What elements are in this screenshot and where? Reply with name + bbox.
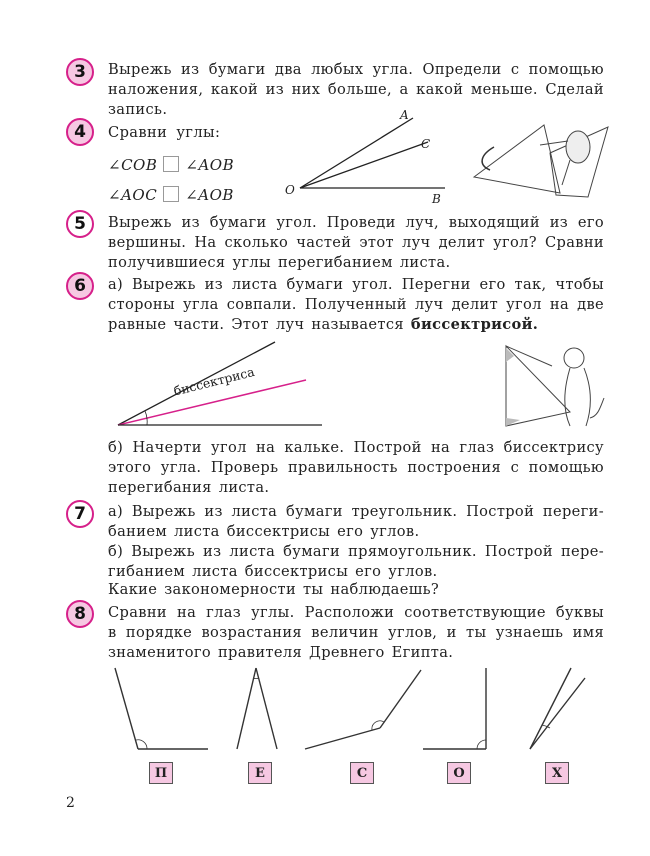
angles-figure xyxy=(100,660,600,760)
task-number-3: 3 xyxy=(66,58,94,86)
task-6b-line-1: б) Начерти угол на кальке. Построй на глаз биссектрису xyxy=(108,439,604,456)
task-3-line-3: запись. xyxy=(108,101,168,118)
task-number-7: 7 xyxy=(66,500,94,528)
task-5-line-1: Вырежь из бумаги угол. Проведи луч, выходящий из его xyxy=(108,214,604,231)
task-number-8: 8 xyxy=(66,600,94,628)
letter-box-e: Е xyxy=(248,762,272,784)
task-5-text xyxy=(108,213,604,273)
dog-illustration xyxy=(500,338,610,433)
task-4-title: Сравни углы: xyxy=(108,124,221,141)
term-bisector: биссектрисой. xyxy=(410,316,539,333)
comparison-2-left: ∠AOC xyxy=(108,186,158,204)
label-b: B xyxy=(432,192,441,206)
page-number: 2 xyxy=(66,795,75,811)
angle-o xyxy=(423,668,486,749)
label-c: C xyxy=(421,137,431,151)
letter-box-p: П xyxy=(149,762,173,784)
task-7a-line-1: а) Вырежь из листа бумаги треугольник. Построй переги- xyxy=(108,503,604,520)
task-6b-text xyxy=(108,438,604,498)
task-7a-text xyxy=(108,502,604,542)
task-number-6: 6 xyxy=(66,272,94,300)
label-o: O xyxy=(285,183,295,197)
task-6b-line-3: перегибания листа. xyxy=(108,479,270,496)
comparison-1-right: ∠AOB xyxy=(185,156,235,174)
task-7b-line-2: гибанием листа биссектрисы его углов. xyxy=(108,563,438,580)
angle-aob-figure xyxy=(280,110,450,210)
task-6a-line-3-prefix: равные части. Этот луч называется xyxy=(108,316,411,333)
task-8-line-3: знаменитого правителя Древнего Египта. xyxy=(108,644,454,661)
angle-h xyxy=(530,668,585,749)
task-6a-line-1: а) Вырежь из листа бумаги угол. Перегни его так, чтобы xyxy=(108,276,604,293)
task-8-line-2: в порядке возрастания величин углов, и ты узнаешь имя xyxy=(108,624,604,641)
task-number-4: 4 xyxy=(66,118,94,146)
label-a: A xyxy=(400,108,409,122)
task-5-line-3: получившиеся углы перегибанием листа. xyxy=(108,254,451,271)
task-7-question: Какие закономерности ты наблюдаешь? xyxy=(108,581,440,598)
answer-box-2[interactable] xyxy=(163,186,179,202)
task-8-line-1: Сравни на глаз углы. Расположи соответствующие буквы xyxy=(108,604,604,621)
task-6a-line-3 xyxy=(108,315,604,335)
comparison-1-left: ∠COB xyxy=(108,156,158,174)
letter-box-h: Х xyxy=(545,762,569,784)
task-8-text xyxy=(108,603,604,663)
mouse-illustration xyxy=(460,115,610,210)
task-7b-line-1: б) Вырежь из листа бумаги прямоугольник. Построй пере- xyxy=(108,543,604,560)
letter-box-s: С xyxy=(350,762,374,784)
task-6a-line-2: стороны угла совпали. Полученный луч делит угол на две xyxy=(108,296,604,313)
task-3-line-2: наложения, какой из них больше, а какой меньше. Сделай xyxy=(108,81,604,98)
angle-p xyxy=(115,668,208,749)
answer-box-1[interactable] xyxy=(163,156,179,172)
task-7a-line-2: банием листа биссектрисы его углов. xyxy=(108,523,420,540)
task-6b-line-2: этого угла. Проверь правильность построения с помощью xyxy=(108,459,604,476)
angle-s xyxy=(305,670,421,749)
angle-e xyxy=(237,668,277,749)
bisector-label: биссектриса xyxy=(172,363,256,399)
task-7b-text xyxy=(108,542,604,582)
task-5-line-2: вершины. На сколько частей этот луч делит угол? Сравни xyxy=(108,234,604,251)
comparison-row-1 xyxy=(108,156,234,174)
task-6a-text xyxy=(108,275,604,335)
task-number-5: 5 xyxy=(66,210,94,238)
task-3-line-1: Вырежь из бумаги два любых угла. Определи с помощью xyxy=(108,61,604,78)
comparison-2-right: ∠AOB xyxy=(185,186,234,204)
comparison-row-2 xyxy=(108,186,234,204)
letter-box-o: О xyxy=(447,762,471,784)
